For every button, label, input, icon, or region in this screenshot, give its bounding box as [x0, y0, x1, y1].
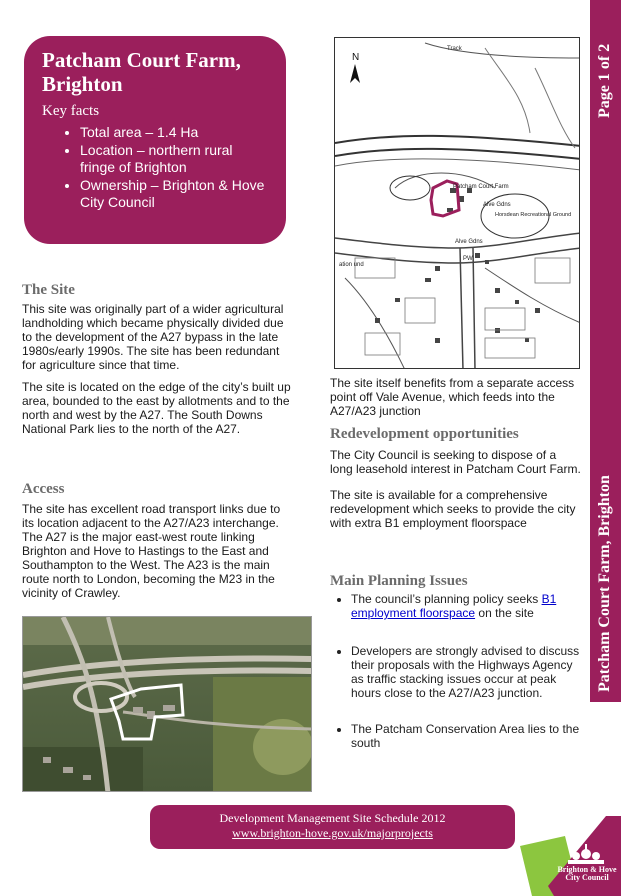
- key-fact-item: • Total area – 1.4 Ha: [80, 124, 268, 141]
- sidebar-band: [590, 0, 621, 702]
- key-facts-subtitle: Key facts: [42, 103, 100, 119]
- issue-text: The council’s planning policy seeks: [351, 592, 542, 606]
- site-title: Patcham Court Farm, Brighton: [42, 48, 241, 96]
- issue-item: [351, 592, 582, 620]
- access-point-section: [330, 376, 582, 426]
- redevelopment-section: [330, 448, 582, 538]
- north-label: N: [352, 52, 360, 63]
- map-label: Alve Gdns: [483, 202, 511, 208]
- map-label: Alve Gdns: [455, 239, 483, 245]
- issues-list: [330, 592, 582, 750]
- aerial-photo-drawing: [23, 617, 312, 792]
- key-facts-box: [24, 36, 286, 244]
- aerial-photo: [22, 616, 312, 792]
- access-point-paragraph: The site itself benefits from a separate access point off Vale Avenue, which feeds into the A27/A23 junction: [330, 376, 575, 418]
- access-paragraph: The site has excellent road transport links due to its location adjacent to the A27/A23 interchange. The A27 is the major east-west route linking Brighton and Hove to Hastings to the East and Southampton to the West. The A23 is the main route north to London, becoming the M23 in the vicinity of Crawley.: [22, 502, 281, 600]
- map-label: ation und: [339, 262, 364, 268]
- council-logo: [520, 816, 621, 896]
- map-label: Track: [447, 46, 462, 52]
- site-location-map: [334, 37, 580, 369]
- issue-text: on the site: [475, 606, 534, 620]
- site-paragraph: This site was originally part of a wider agricultural landholding which became physically divided due to the development of the A27 bypass in the late 1980s/early 1990s. The site has been redundant for agriculture since that time.: [22, 302, 284, 372]
- issue-item: • The Patcham Conservation Area lies to the south: [351, 722, 582, 750]
- redevelopment-paragraph: The City Council is seeking to dispose of a long leasehold interest in Patcham Court Farm.: [330, 448, 581, 476]
- key-facts-list: [42, 124, 268, 211]
- major-projects-link[interactable]: www.brighton-hove.gov.uk/majorprojects: [232, 826, 433, 840]
- issue-item: • Developers are strongly advised to discuss their proposals with the Highways Agency as traffic stacking issues occur at peak hours close to the A27/A23 junction.: [351, 644, 582, 700]
- footer-title: Development Management Site Schedule 2012: [219, 811, 446, 825]
- issues-heading: Main Planning Issues: [330, 573, 468, 589]
- redevelopment-heading: Redevelopment opportunities: [330, 426, 519, 442]
- site-paragraph: The site is located on the edge of the city’s built up area, bounded to the east by allotments and to the north and west by the A27. The South Downs National Park lies to the north of the A27.: [22, 380, 291, 436]
- issues-section: [330, 592, 582, 774]
- sidebar-site-label: Patcham Court Farm, Brighton: [596, 475, 613, 692]
- site-heading: The Site: [22, 282, 75, 298]
- map-drawing: [335, 38, 580, 369]
- redevelopment-paragraph: The site is available for a comprehensive redevelopment which seeks to provide the city with extra B1 employment floorspace: [330, 488, 576, 530]
- page-label: Page 1 of 2: [596, 43, 613, 118]
- key-fact-item: • Ownership – Brighton & Hove City Council: [80, 177, 268, 211]
- key-fact-item: • Location – northern rural fringe of Brighton: [80, 142, 268, 176]
- logo-text: Brighton & Hove City Council: [557, 865, 617, 882]
- access-section: [22, 502, 294, 608]
- access-heading: Access: [22, 481, 65, 497]
- map-label: PW: [463, 256, 473, 262]
- map-label: Patcham Court Farm: [453, 184, 509, 190]
- site-section: [22, 302, 294, 444]
- b1-floorspace-link[interactable]: B1 employment floorspace: [351, 592, 557, 620]
- footer-banner: [150, 805, 515, 849]
- north-arrow-icon: [350, 64, 360, 83]
- map-label: Horsdean Recreational Ground: [495, 212, 572, 218]
